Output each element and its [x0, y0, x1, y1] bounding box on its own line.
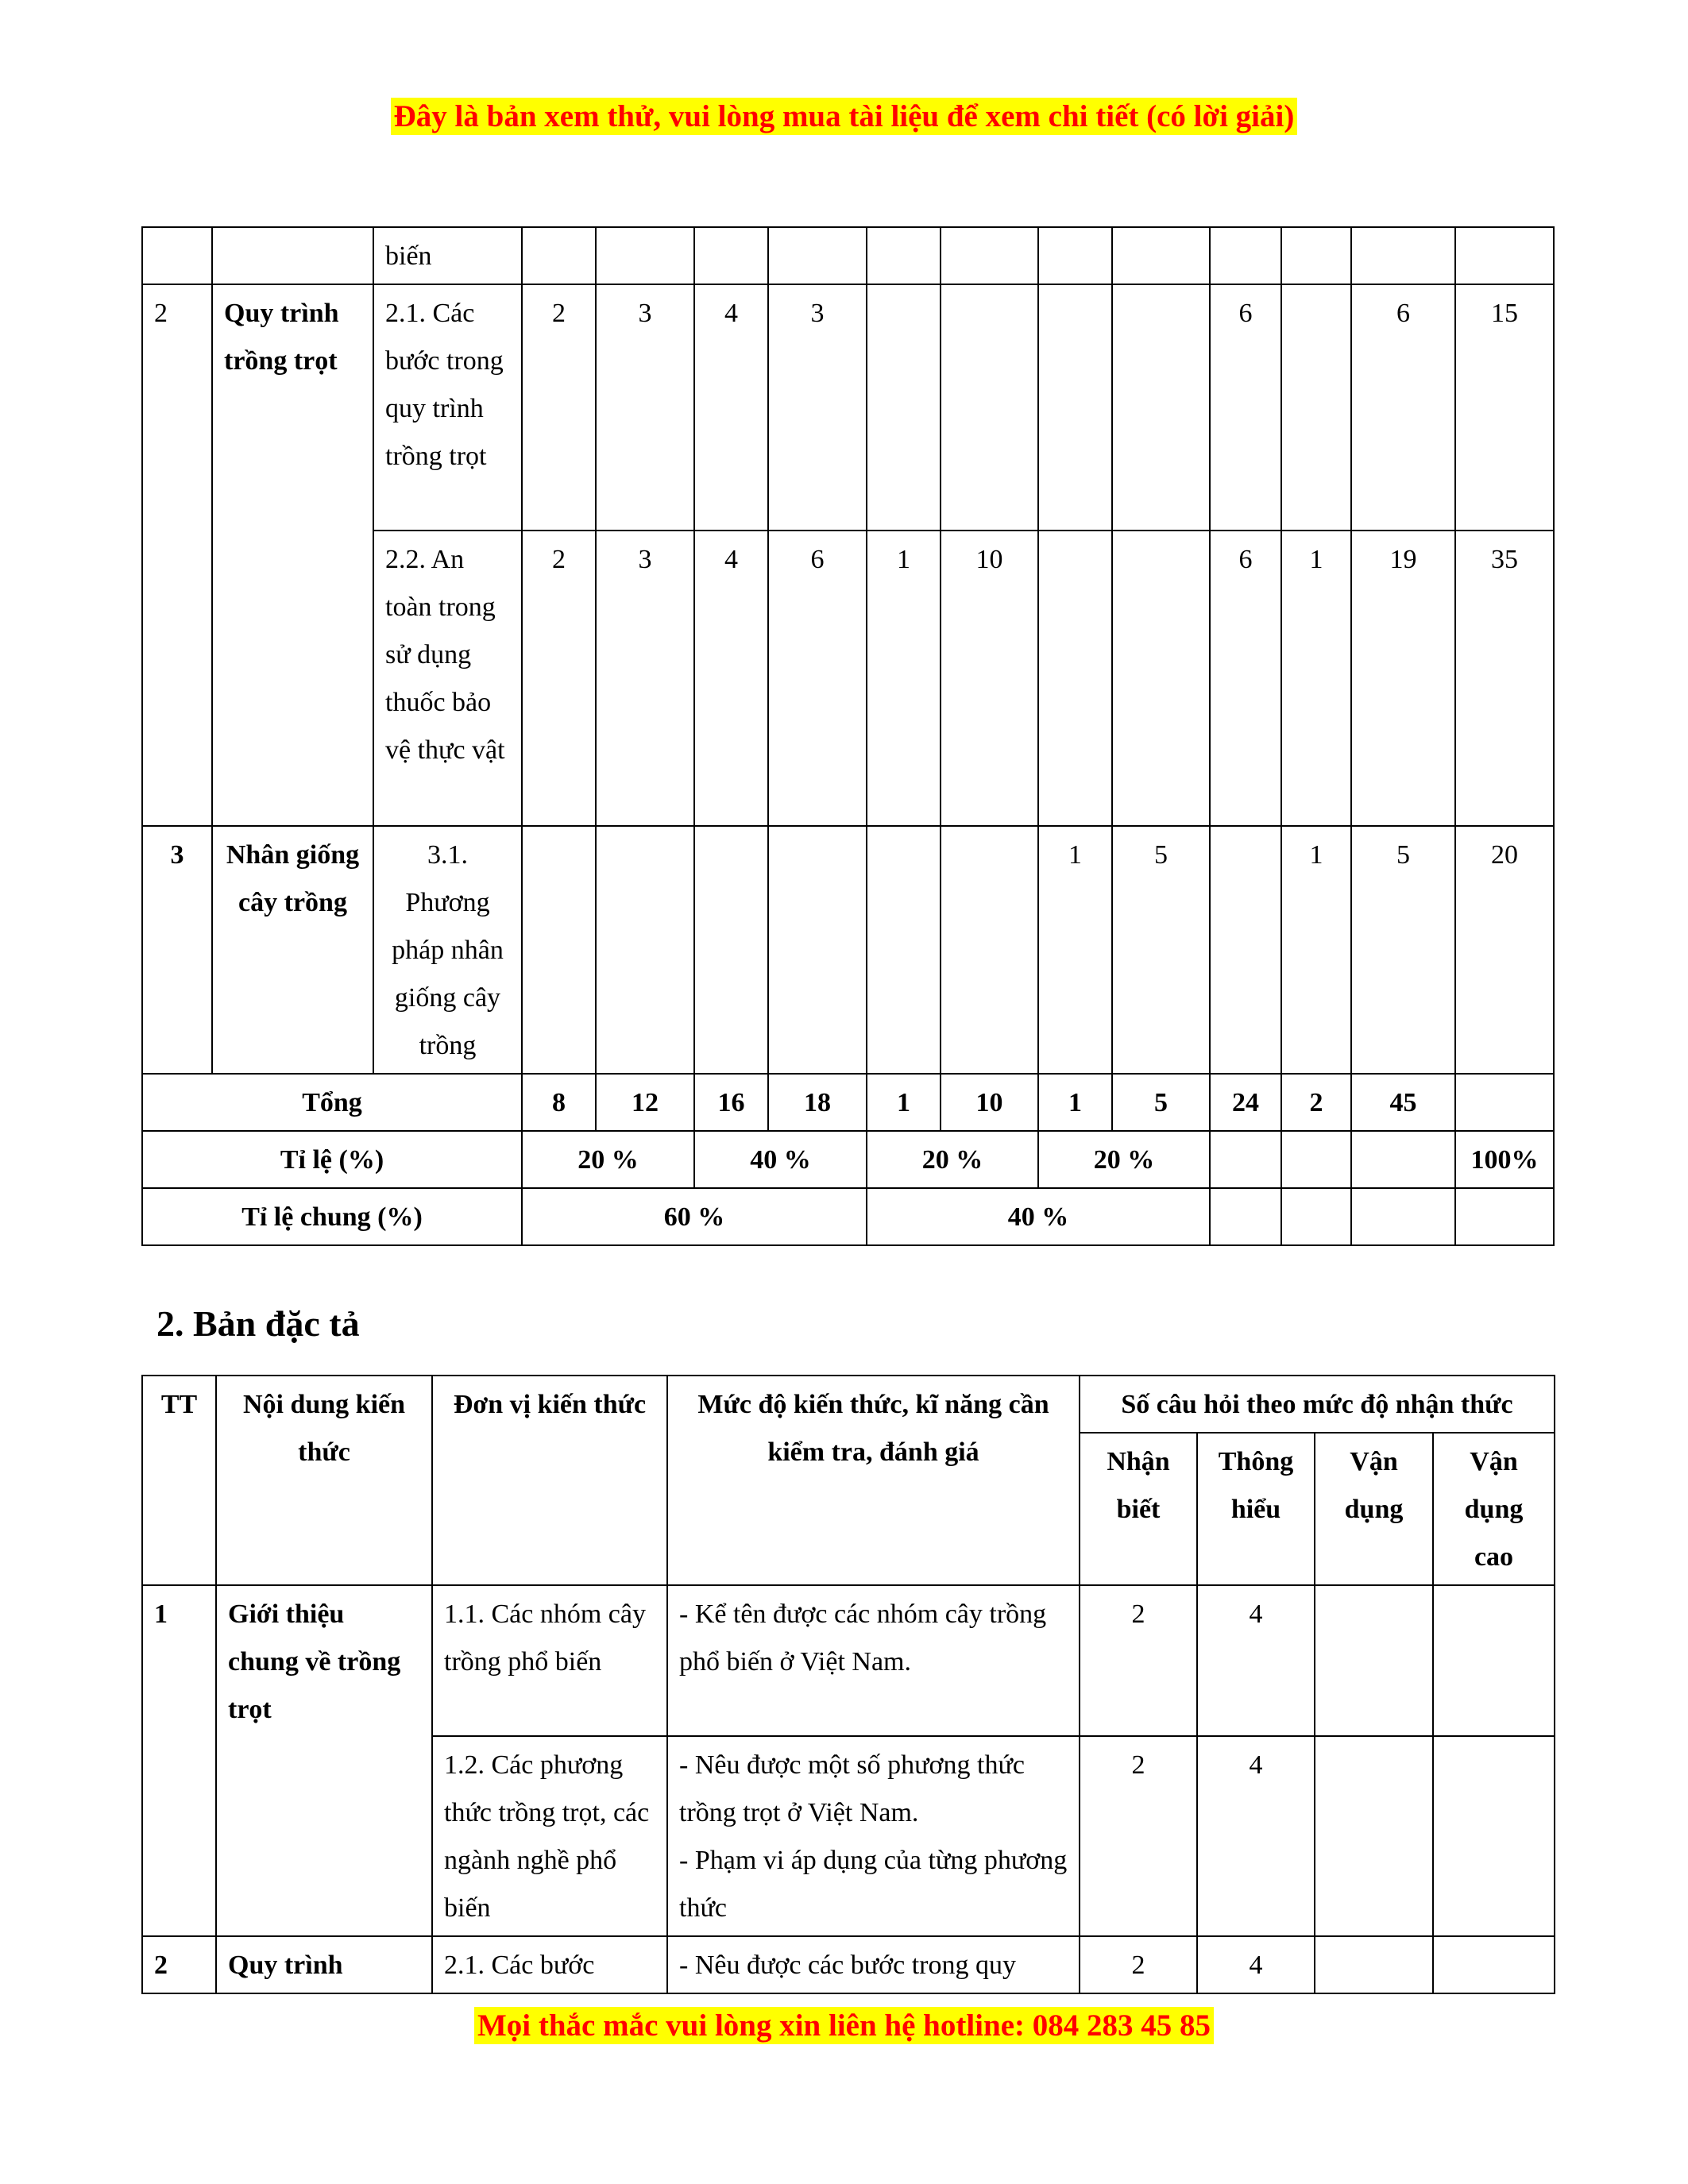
ratio-row [142, 1131, 1554, 1188]
count-cell [1038, 531, 1112, 826]
total-cell: 10 [941, 1074, 1038, 1131]
count-cell: 1 [867, 531, 941, 826]
specification-table [141, 1375, 1555, 1994]
count-apply-high [1433, 1585, 1555, 1736]
unit-cell: 1.1. Các nhóm cây trồng phổ biến [432, 1585, 667, 1736]
total-cell: 12 [596, 1074, 694, 1131]
time-cell [596, 826, 694, 1074]
col-header-apply-high: Vận dụng cao [1433, 1433, 1555, 1585]
count-cell: 1 [1038, 826, 1112, 1074]
desc-line: - Nêu được các bước trong quy [679, 1951, 1017, 1980]
topic-number: 2 [142, 284, 212, 826]
time-cell [941, 284, 1038, 531]
count-apply-high [1433, 1736, 1555, 1936]
table-row [142, 826, 1554, 1074]
unit-cell: 3.1. Phương pháp nhân giống cây trồng [373, 826, 522, 1074]
total-cell: 8 [522, 1074, 596, 1131]
header-row [142, 1376, 1555, 1433]
time-cell: 10 [941, 531, 1038, 826]
ratio-total-cell: 100% [1455, 1131, 1554, 1188]
table-row [142, 284, 1554, 531]
section-title: 2. Bản đặc tả [156, 1303, 360, 1344]
col-header-tt: TT [142, 1376, 216, 1585]
count-understand: 4 [1197, 1736, 1315, 1936]
topic-number: 1 [142, 1585, 216, 1936]
ratio-common-label: Tỉ lệ chung (%) [142, 1188, 522, 1245]
count-recognize: 2 [1080, 1936, 1197, 1993]
time-cell: 6 [768, 531, 867, 826]
total-cell [1455, 1074, 1554, 1131]
topic-name: Nhân giống cây trồng [212, 826, 373, 1074]
count-apply-high [1433, 1936, 1555, 1993]
desc-line: - Nêu được một số phương thức trồng trọt ở Việt Nam. [679, 1750, 1025, 1827]
percent-cell: 15 [1455, 284, 1554, 531]
total-cell: 16 [694, 1074, 768, 1131]
essay-count-cell [1281, 284, 1351, 531]
preview-notice: Đây là bản xem thử, vui lòng mua tài liệu để xem chi tiết (có lời giải) [0, 98, 1688, 134]
percent-cell: 20 [1455, 826, 1554, 1074]
unit-cell: biến [373, 227, 522, 284]
total-cell: 5 [1112, 1074, 1210, 1131]
desc-cell [667, 1936, 1080, 1993]
time-cell [941, 826, 1038, 1074]
count-cell: 2 [522, 531, 596, 826]
topic-name: Quy trình trồng trọt [212, 284, 373, 826]
count-understand: 4 [1197, 1585, 1315, 1736]
topic-name: Giới thiệu chung về trồng trọt [216, 1585, 432, 1936]
desc-line: - Phạm vi áp dụng của từng phương thức [679, 1846, 1068, 1923]
ratio-cell: 20 % [522, 1131, 694, 1188]
total-cell: 1 [867, 1074, 941, 1131]
ratio-common-row [142, 1188, 1554, 1245]
unit-cell: 2.1. Các bước trong quy trình trồng trọt [373, 284, 522, 531]
col-header-recognize: Nhận biết [1080, 1433, 1197, 1585]
time-cell [768, 826, 867, 1074]
essay-count-cell: 1 [1281, 826, 1351, 1074]
total-time-cell: 19 [1351, 531, 1455, 826]
time-cell: 3 [596, 531, 694, 826]
desc-cell [667, 1585, 1080, 1736]
ratio-cell: 40 % [694, 1131, 867, 1188]
table-row [142, 1585, 1555, 1736]
count-cell: 4 [694, 284, 768, 531]
essay-count-cell: 1 [1281, 531, 1351, 826]
ratio-common-cell: 60 % [522, 1188, 867, 1245]
hotline-notice: Mọi thắc mắc vui lòng xin liên hệ hotline: 084 283 45 85 [0, 2008, 1688, 2043]
ratio-common-cell: 40 % [867, 1188, 1210, 1245]
topic-number: 3 [142, 826, 212, 1074]
col-header-level: Mức độ kiến thức, kĩ năng cần kiểm tra, đánh giá [667, 1376, 1080, 1585]
total-time-cell: 5 [1351, 826, 1455, 1074]
total-label: Tổng [142, 1074, 522, 1131]
total-row [142, 1074, 1554, 1131]
total-cell: 18 [768, 1074, 867, 1131]
count-cell [694, 826, 768, 1074]
total-time-cell: 6 [1351, 284, 1455, 531]
topic-number: 2 [142, 1936, 216, 1993]
count-cell [867, 284, 941, 531]
total-cell: 45 [1351, 1074, 1455, 1131]
col-header-apply: Vận dụng [1315, 1433, 1433, 1585]
count-cell [1038, 284, 1112, 531]
table-row [142, 1936, 1555, 1993]
col-header-unit: Đơn vị kiến thức [432, 1376, 667, 1585]
time-cell: 3 [596, 284, 694, 531]
exam-matrix-table [141, 226, 1555, 1246]
count-cell [867, 826, 941, 1074]
count-apply [1315, 1736, 1433, 1936]
total-cell: 1 [1038, 1074, 1112, 1131]
col-header-content: Nội dung kiến thức [216, 1376, 432, 1585]
count-apply [1315, 1585, 1433, 1736]
time-cell [1112, 284, 1210, 531]
table-row [142, 227, 1554, 284]
ratio-cell: 20 % [1038, 1131, 1210, 1188]
count-understand: 4 [1197, 1936, 1315, 1993]
count-cell: 2 [522, 284, 596, 531]
unit-cell: 2.2. An toàn trong sử dụng thuốc bảo vệ thực vật [373, 531, 522, 826]
time-cell: 3 [768, 284, 867, 531]
count-apply [1315, 1936, 1433, 1993]
count-cell: 4 [694, 531, 768, 826]
topic-name: Quy trình [216, 1936, 432, 1993]
time-cell: 5 [1112, 826, 1210, 1074]
mcq-count-cell: 6 [1210, 284, 1281, 531]
mcq-count-cell [1210, 826, 1281, 1074]
ratio-label: Tỉ lệ (%) [142, 1131, 522, 1188]
total-cell: 2 [1281, 1074, 1351, 1131]
col-header-understand: Thông hiểu [1197, 1433, 1315, 1585]
count-cell [522, 826, 596, 1074]
col-header-count: Số câu hỏi theo mức độ nhận thức [1080, 1376, 1555, 1433]
count-recognize: 2 [1080, 1736, 1197, 1936]
mcq-count-cell: 6 [1210, 531, 1281, 826]
unit-cell: 1.2. Các phương thức trồng trọt, các ngành nghề phổ biến [432, 1736, 667, 1936]
unit-cell: 2.1. Các bước [432, 1936, 667, 1993]
desc-line: - Kể tên được các nhóm cây trồng phổ biến ở Việt Nam. [679, 1599, 1047, 1677]
desc-cell [667, 1736, 1080, 1936]
time-cell [1112, 531, 1210, 826]
percent-cell: 35 [1455, 531, 1554, 826]
count-recognize: 2 [1080, 1585, 1197, 1736]
total-cell: 24 [1210, 1074, 1281, 1131]
ratio-cell: 20 % [867, 1131, 1038, 1188]
